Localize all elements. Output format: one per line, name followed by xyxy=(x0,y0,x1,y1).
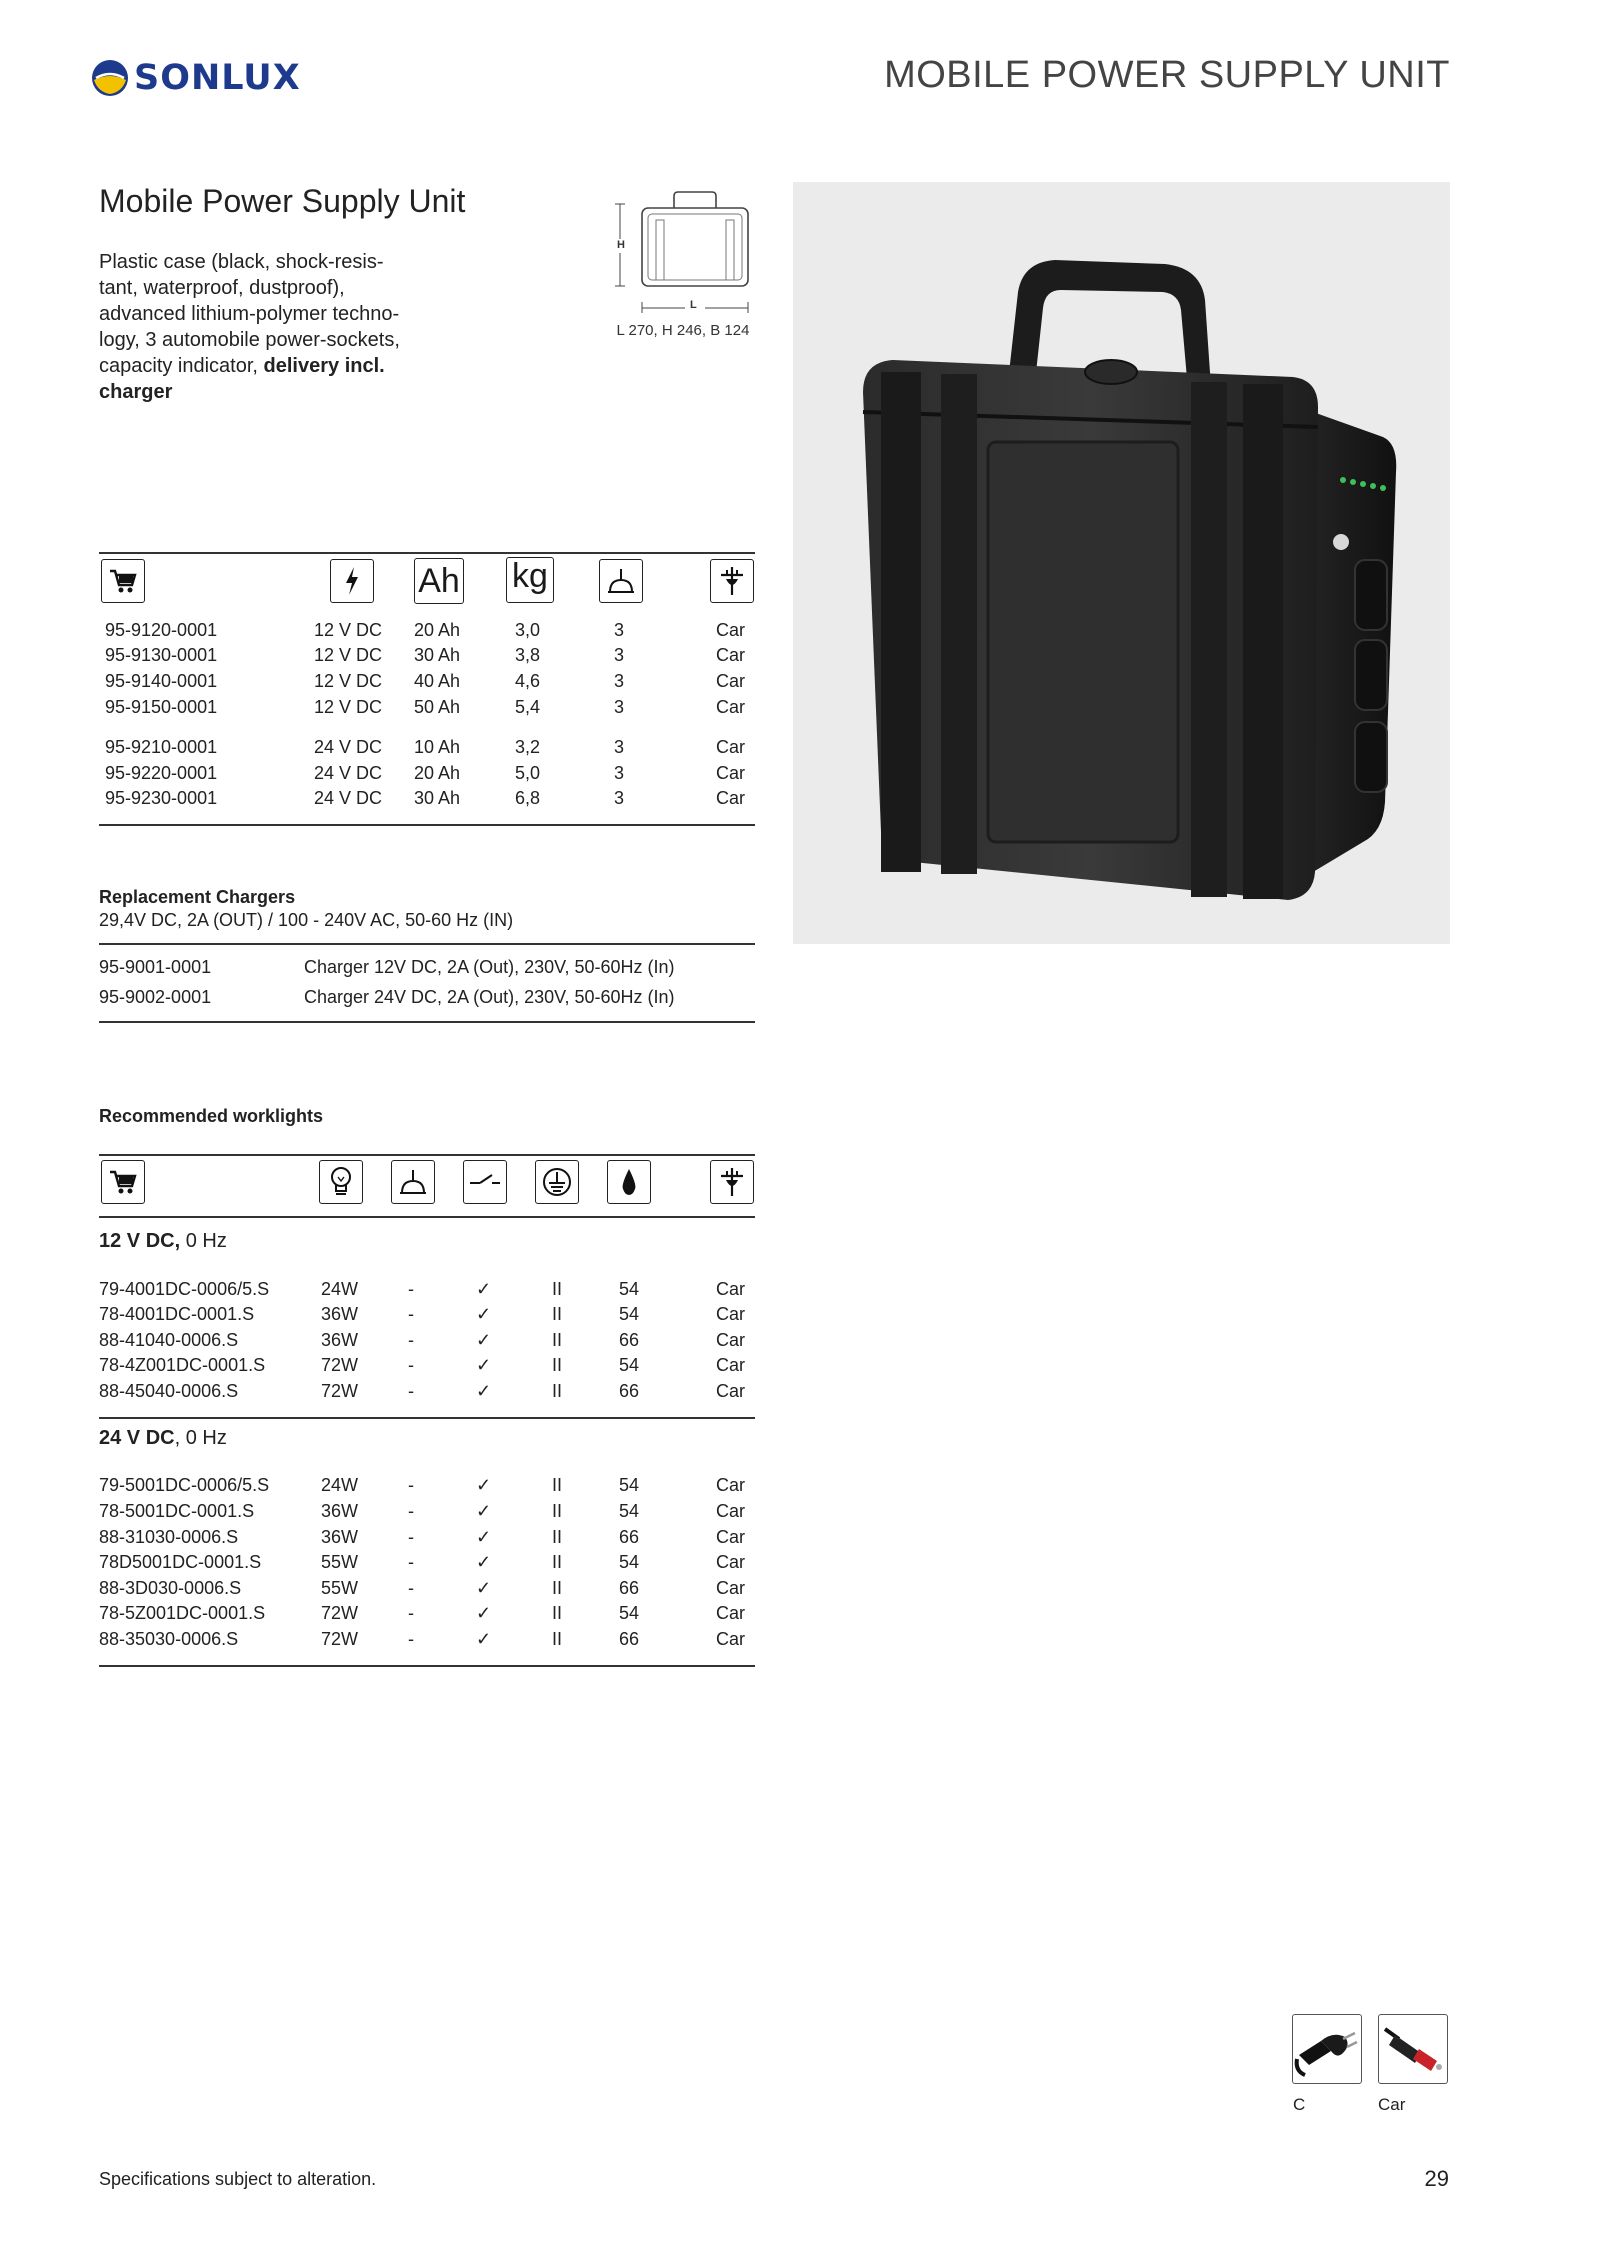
case-dimension-drawing xyxy=(612,186,757,316)
table-top-rule xyxy=(99,552,755,554)
article-number: 95-9140-0001 xyxy=(105,671,218,691)
article-number: 79-5001DC-0006/5.S xyxy=(99,1475,270,1495)
product-title: Mobile Power Supply Unit xyxy=(99,183,466,219)
article-number: 88-45040-0006.S xyxy=(99,1381,239,1401)
worklights-icon-rule xyxy=(99,1216,755,1218)
description-line: Plastic case (black, shock-resis- xyxy=(99,251,384,273)
sockets: - xyxy=(408,1501,414,1521)
voltage-section-heading xyxy=(99,1427,227,1450)
capacity: 40 Ah xyxy=(414,671,461,691)
plug-type: Car xyxy=(716,1304,746,1324)
table-row xyxy=(99,1330,755,1356)
frequency: , 0 Hz xyxy=(174,1427,227,1449)
protection-class: II xyxy=(552,1629,563,1649)
plug-type: Car xyxy=(716,1475,746,1495)
capacity: 10 Ah xyxy=(414,737,461,757)
wattage: 36W xyxy=(321,1304,359,1324)
voltage-section-heading xyxy=(99,1230,227,1253)
wattage: 55W xyxy=(321,1578,359,1598)
table-row xyxy=(99,1603,755,1629)
table-row xyxy=(99,645,755,671)
ip-rating: 66 xyxy=(619,1629,640,1649)
protection-class: II xyxy=(552,1355,563,1375)
frequency: 0 Hz xyxy=(180,1230,227,1252)
page-title: MOBILE POWER SUPPLY UNIT xyxy=(884,54,1450,96)
protection-class: II xyxy=(552,1381,563,1401)
ip-rating: 54 xyxy=(619,1552,640,1572)
bulb-icon xyxy=(319,1160,363,1204)
article-number: 79-4001DC-0006/5.S xyxy=(99,1279,270,1299)
capacity: 20 Ah xyxy=(414,763,461,783)
table-row xyxy=(99,763,755,789)
sockets: - xyxy=(408,1475,414,1495)
voltage: 12 V DC xyxy=(314,620,383,640)
wattage: 72W xyxy=(321,1629,359,1649)
plug-type-icon xyxy=(710,1160,754,1204)
protection-class: II xyxy=(552,1501,563,1521)
plug-type: Car xyxy=(716,671,746,691)
sockets: 3 xyxy=(614,697,625,717)
table-row xyxy=(99,1578,755,1604)
switch-check: ✓ xyxy=(476,1501,492,1521)
sockets: - xyxy=(408,1330,414,1350)
chargers-title: Replacement Chargers xyxy=(99,887,296,907)
dim-l-label: L xyxy=(690,299,697,311)
cart-icon xyxy=(101,559,145,603)
switch-check: ✓ xyxy=(476,1381,492,1401)
sockets-icon xyxy=(599,559,643,603)
ip-rating: 54 xyxy=(619,1475,640,1495)
plug-type: Car xyxy=(716,1279,746,1299)
voltage: 24 V DC xyxy=(314,737,383,757)
article-number: 95-9002-0001 xyxy=(99,987,212,1007)
ip-rating: 54 xyxy=(619,1304,640,1324)
article-number: 78-5001DC-0001.S xyxy=(99,1501,255,1521)
switch-check: ✓ xyxy=(476,1552,492,1572)
capacity: 50 Ah xyxy=(414,697,461,717)
table-row xyxy=(99,1629,755,1655)
charger-description: Charger 12V DC, 2A (Out), 230V, 50-60Hz (In) xyxy=(304,957,675,977)
weight: 5,0 xyxy=(515,763,541,783)
plug-type: Car xyxy=(716,1629,746,1649)
plug-type: Car xyxy=(716,1578,746,1598)
kg-icon xyxy=(506,557,554,603)
protection-class: II xyxy=(552,1578,563,1598)
protection-class-icon xyxy=(535,1160,579,1204)
worklights-title: Recommended worklights xyxy=(99,1106,324,1126)
worklights-bottom-rule xyxy=(99,1665,755,1667)
protection-class: II xyxy=(552,1279,563,1299)
table-row xyxy=(99,987,755,1013)
wattage: 72W xyxy=(321,1355,359,1375)
voltage: 12 V DC xyxy=(314,697,383,717)
article-number: 95-9210-0001 xyxy=(105,737,218,757)
description-line xyxy=(99,379,429,405)
table-row xyxy=(99,620,755,646)
table-row xyxy=(99,1279,755,1305)
power-case-image xyxy=(793,182,1450,944)
wattage: 55W xyxy=(321,1552,359,1572)
wattage: 36W xyxy=(321,1330,359,1350)
table-row xyxy=(99,788,755,814)
sockets: - xyxy=(408,1304,414,1324)
table-row xyxy=(99,697,755,723)
description-text: capacity indicator, xyxy=(99,355,264,377)
plug-label-c: C xyxy=(1293,2095,1306,2114)
switch-check: ✓ xyxy=(476,1629,492,1649)
protection-class: II xyxy=(552,1527,563,1547)
sockets: - xyxy=(408,1629,414,1649)
switch-check: ✓ xyxy=(476,1330,492,1350)
protection-class: II xyxy=(552,1330,563,1350)
worklights-top-rule xyxy=(99,1154,755,1156)
page-number: 29 xyxy=(1424,2166,1449,2191)
sockets: - xyxy=(408,1381,414,1401)
sockets: 3 xyxy=(614,671,625,691)
sockets: 3 xyxy=(614,763,625,783)
article-number: 95-9150-0001 xyxy=(105,697,218,717)
plug-type: Car xyxy=(716,1527,746,1547)
sockets: 3 xyxy=(614,737,625,757)
table-row xyxy=(99,671,755,697)
car-plug-icon xyxy=(1378,2014,1448,2084)
plug-type: Car xyxy=(716,697,746,717)
ah-icon xyxy=(414,558,464,604)
article-number: 78-5Z001DC-0001.S xyxy=(99,1603,266,1623)
chargers-bottom-rule xyxy=(99,1021,755,1023)
article-number: 88-35030-0006.S xyxy=(99,1629,239,1649)
switch-check: ✓ xyxy=(476,1527,492,1547)
switch-check: ✓ xyxy=(476,1578,492,1598)
wattage: 36W xyxy=(321,1527,359,1547)
article-number: 78D5001DC-0001.S xyxy=(99,1552,262,1572)
description-line: tant, waterproof, dustproof), xyxy=(99,277,345,299)
article-number: 95-9130-0001 xyxy=(105,645,218,665)
weight: 4,6 xyxy=(515,671,541,691)
sockets: 3 xyxy=(614,620,625,640)
table-row xyxy=(99,957,755,983)
description-bold: delivery incl. xyxy=(263,355,385,377)
brand-logo xyxy=(90,56,301,100)
sockets-icon xyxy=(391,1160,435,1204)
ip-rating: 66 xyxy=(619,1527,640,1547)
table-row xyxy=(99,1527,755,1553)
description-line xyxy=(99,353,429,379)
sockets: 3 xyxy=(614,645,625,665)
switch-check: ✓ xyxy=(476,1475,492,1495)
capacity: 30 Ah xyxy=(414,645,461,665)
plug-type: Car xyxy=(716,1603,746,1623)
brand-name: SONLUX xyxy=(134,58,301,98)
article-number: 95-9120-0001 xyxy=(105,620,218,640)
ip-rating: 66 xyxy=(619,1578,640,1598)
ip-rating: 66 xyxy=(619,1381,640,1401)
sockets: - xyxy=(408,1355,414,1375)
switch-check: ✓ xyxy=(476,1279,492,1299)
protection-class: II xyxy=(552,1603,563,1623)
article-number: 88-3D030-0006.S xyxy=(99,1578,242,1598)
voltage: 24 V DC xyxy=(314,788,383,808)
weight: 6,8 xyxy=(515,788,541,808)
plug-type: Car xyxy=(716,1330,746,1350)
wattage: 24W xyxy=(321,1475,359,1495)
article-number: 78-4Z001DC-0001.S xyxy=(99,1355,266,1375)
table-row xyxy=(99,1552,755,1578)
article-number: 78-4001DC-0001.S xyxy=(99,1304,255,1324)
chargers-top-rule xyxy=(99,943,755,945)
description-bold: charger xyxy=(99,381,173,403)
section-divider xyxy=(99,1417,755,1419)
plug-type-icon xyxy=(710,559,754,603)
voltage-icon xyxy=(330,559,374,603)
table-row xyxy=(99,1475,755,1501)
kg-icon-text: kg xyxy=(512,556,548,595)
product-description xyxy=(99,249,429,405)
table-bottom-rule xyxy=(99,824,755,826)
protection-class: II xyxy=(552,1552,563,1572)
footer-note: Specifications subject to alteration. xyxy=(99,2169,377,2189)
article-number: 88-31030-0006.S xyxy=(99,1527,239,1547)
protection-class: II xyxy=(552,1475,563,1495)
wattage: 24W xyxy=(321,1279,359,1299)
weight: 3,2 xyxy=(515,737,541,757)
plug-type: Car xyxy=(716,620,746,640)
voltage: 12 V DC xyxy=(314,671,383,691)
switch-icon xyxy=(463,1160,507,1204)
plug-type: Car xyxy=(716,763,746,783)
plug-type: Car xyxy=(716,737,746,757)
chargers-subtitle: 29,4V DC, 2A (OUT) / 100 - 240V AC, 50-60 Hz (IN) xyxy=(99,910,514,930)
cart-icon xyxy=(101,1160,145,1204)
ip-rating: 54 xyxy=(619,1501,640,1521)
voltage: 24 V DC xyxy=(314,763,383,783)
wattage: 36W xyxy=(321,1501,359,1521)
plug-type: Car xyxy=(716,788,746,808)
ip-rating: 54 xyxy=(619,1355,640,1375)
ah-icon-text: Ah xyxy=(418,561,460,600)
description-line: advanced lithium-polymer techno- xyxy=(99,303,400,325)
capacity: 30 Ah xyxy=(414,788,461,808)
plug-type: Car xyxy=(716,645,746,665)
switch-check: ✓ xyxy=(476,1304,492,1324)
euro-plug-icon xyxy=(1292,2014,1362,2084)
table-row xyxy=(99,1304,755,1330)
sockets: - xyxy=(408,1527,414,1547)
plug-type: Car xyxy=(716,1501,746,1521)
dimensions-caption: L 270, H 246, B 124 xyxy=(616,322,750,339)
plug-type: Car xyxy=(716,1355,746,1375)
plug-label-car: Car xyxy=(1378,2095,1406,2114)
charger-description: Charger 24V DC, 2A (Out), 230V, 50-60Hz (In) xyxy=(304,987,675,1007)
article-number: 95-9220-0001 xyxy=(105,763,218,783)
product-photo xyxy=(793,182,1450,944)
sockets: - xyxy=(408,1279,414,1299)
wattage: 72W xyxy=(321,1603,359,1623)
weight: 3,0 xyxy=(515,620,541,640)
switch-check: ✓ xyxy=(476,1603,492,1623)
article-number: 88-41040-0006.S xyxy=(99,1330,239,1350)
voltage: 12 V DC xyxy=(314,645,383,665)
sockets: - xyxy=(408,1552,414,1572)
capacity: 20 Ah xyxy=(414,620,461,640)
ip-rating: 54 xyxy=(619,1603,640,1623)
description-line: logy, 3 automobile power-sockets, xyxy=(99,329,400,351)
table-row xyxy=(99,1381,755,1407)
sockets: 3 xyxy=(614,788,625,808)
dim-h-label: H xyxy=(617,239,625,251)
plug-type: Car xyxy=(716,1552,746,1572)
wattage: 72W xyxy=(321,1381,359,1401)
voltage-bold: 24 V DC xyxy=(99,1427,175,1449)
switch-check: ✓ xyxy=(476,1355,492,1375)
sockets: - xyxy=(408,1578,414,1598)
ip-rating: 66 xyxy=(619,1330,640,1350)
sockets: - xyxy=(408,1603,414,1623)
table-row xyxy=(99,1355,755,1381)
article-number: 95-9230-0001 xyxy=(105,788,218,808)
table-row xyxy=(99,737,755,763)
protection-class: II xyxy=(552,1304,563,1324)
voltage-bold: 12 V DC, xyxy=(99,1230,181,1252)
table-row xyxy=(99,1501,755,1527)
weight: 5,4 xyxy=(515,697,541,717)
sonlux-logo-icon xyxy=(90,58,130,98)
ip-drop-icon xyxy=(607,1160,651,1204)
weight: 3,8 xyxy=(515,645,541,665)
plug-type: Car xyxy=(716,1381,746,1401)
article-number: 95-9001-0001 xyxy=(99,957,212,977)
ip-rating: 54 xyxy=(619,1279,640,1299)
